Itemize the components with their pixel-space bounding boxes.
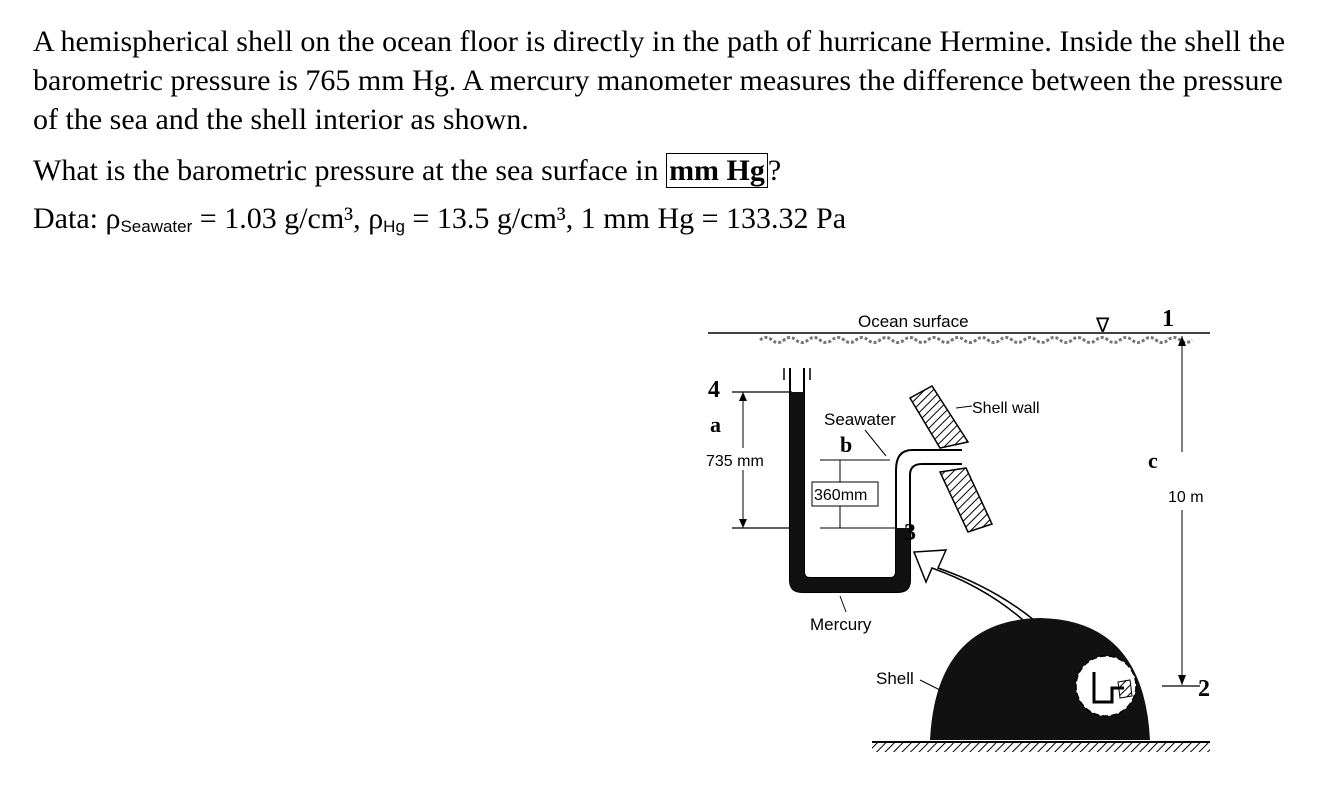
mercury-bottom xyxy=(790,528,910,592)
mercury-label: Mercury xyxy=(810,615,872,634)
seawater-label: Seawater xyxy=(824,410,896,429)
sea-floor-hatch xyxy=(872,743,1210,752)
question-line xyxy=(33,151,1303,191)
surface-symbol: ∇ xyxy=(1096,315,1110,337)
rho-seawater-subscript: Seawater xyxy=(120,217,193,236)
question-suffix: ? xyxy=(767,154,782,187)
shell-wall-lower xyxy=(940,468,992,532)
point-c-label: c xyxy=(1148,448,1158,473)
data-line xyxy=(33,199,1303,247)
rho-seawater-value: = 1.03 g/cm³, xyxy=(192,202,369,235)
rho-hg-symbol: ρ xyxy=(368,202,384,235)
shell-wall-upper xyxy=(910,386,968,448)
dim-735-label: 735 mm xyxy=(706,453,764,470)
rho-hg-value: = 13.5 g/cm³, 1 mm Hg = 133.32 Pa xyxy=(404,202,847,235)
point-a-label: a xyxy=(710,412,721,437)
rho-seawater-symbol: ρ xyxy=(105,202,121,235)
point-3-label: 3 xyxy=(904,520,916,546)
point-1-label: 1 xyxy=(1162,306,1174,332)
point-b-label: b xyxy=(840,432,853,457)
shell-wall-label: Shell wall xyxy=(972,400,1040,417)
manometer-figure xyxy=(700,300,1220,770)
data-label: Data: xyxy=(33,202,106,235)
problem-paragraph: A hemispherical shell on the ocean floor is directly in the path of hurricane Hermine. Inside the shell the barometric pressure is 765 mm Hg. A mercury manometer measures the difference between the pressure of the sea and the shell interior as shown. xyxy=(33,25,1286,136)
question-unit-box: mm Hg xyxy=(666,153,768,188)
point-2-label: 2 xyxy=(1198,676,1210,702)
point-4-label: 4 xyxy=(708,377,720,403)
problem-statement xyxy=(33,22,1303,247)
dim-360-label: 360mm xyxy=(814,487,868,504)
rho-hg-subscript: Hg xyxy=(383,217,405,236)
depth-arrow-bottom xyxy=(1178,675,1186,685)
shell-label: Shell xyxy=(876,669,914,688)
ocean-surface-waves xyxy=(760,338,1192,343)
ocean-surface-label: Ocean surface xyxy=(858,312,969,331)
mercury-left-column xyxy=(790,392,804,582)
figure-svg xyxy=(700,300,1220,770)
depth-10m-label: 10 m xyxy=(1168,489,1204,506)
question-prefix: What is the barometric pressure at the sea surface in xyxy=(33,154,667,187)
